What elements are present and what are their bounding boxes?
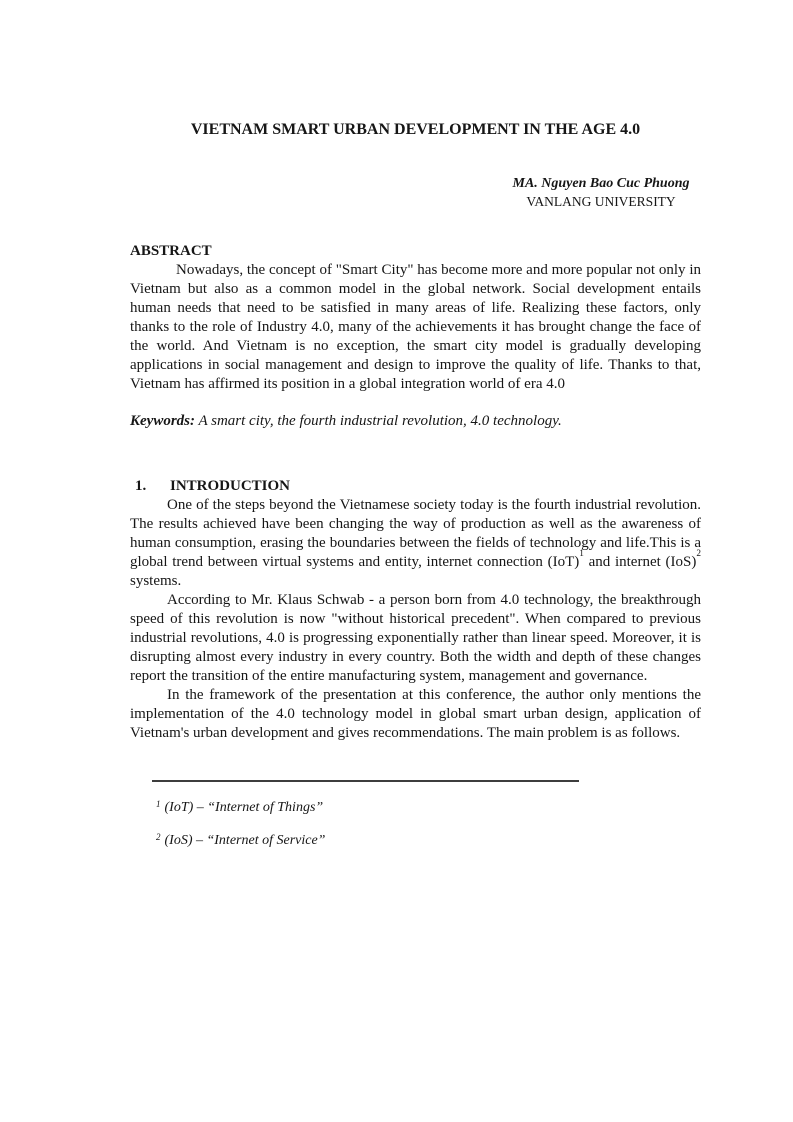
author-affiliation: VANLANG UNIVERSITY	[526, 194, 676, 209]
author-name: MA. Nguyen Bao Cuc Phuong	[512, 176, 690, 191]
section-number: 1.	[135, 478, 147, 494]
footnote-ref-2: 2	[696, 548, 701, 559]
keywords-line	[130, 412, 701, 431]
intro-paragraph-1	[130, 496, 701, 591]
abstract-paragraph: Nowadays, the concept of "Smart City" has become more and more popular not only in Vietnam but also as a common model in the global network. Social development entails human needs that need to be satisfied in many areas of life. Realizing these factors, only thanks to the role of Industry 4.0, many of the achievements it has brought change the face of the world. And Vietnam is no exception, the smart city model is gradually developing applications in social management and design to improve the quality of life. Thanks to that, Vietnam has affirmed its position in a global integration world of era 4.0	[130, 262, 701, 392]
footnote-2-text: (IoS) – “Internet of Service”	[164, 833, 326, 848]
footnote-2	[156, 832, 701, 850]
intro-paragraph-2: According to Mr. Klaus Schwab - a person born from 4.0 technology, the breakthrough speed of this revolution is now "without historical precedent". When compared to previous industrial revolutions, 4.0 is progressing exponentially rather than linear speed. Moreover, it is disrupting almost every industry in every country. Both the width and depth of these changes report the transition of the entire manufacturing system, management and governance.	[130, 592, 701, 684]
keywords-label: Keywords:	[130, 413, 195, 429]
footnote-2-marker: 2	[156, 831, 161, 842]
intro-p1-text-b: and internet (IoS)	[583, 554, 697, 570]
intro-paragraph-3: In the framework of the presentation at this conference, the author only mentions the implementation of the 4.0 technology model in global smart urban design, application of Vietnam's urban development and gives recommendations. The main problem is as follows.	[130, 687, 701, 741]
page-title: VIETNAM SMART URBAN DEVELOPMENT IN THE AGE 4.0	[190, 121, 641, 138]
section-heading-introduction	[130, 477, 701, 496]
intro-p1-text-a: One of the steps beyond the Vietnamese society today is the fourth industrial revolution. The results achieved have been changing the way of production as well as the awareness of human consumption, erasing the boundaries between the fields of technology and life.This is a global trend between virtual systems and entity, internet connection (IoT)	[130, 497, 701, 570]
intro-p1-text-c: systems.	[130, 573, 182, 589]
footnote-ref-1: 1	[579, 548, 584, 559]
section-title: INTRODUCTION	[170, 478, 291, 494]
author-block	[481, 175, 721, 211]
keywords-text: A smart city, the fourth industrial revolution, 4.0 technology.	[195, 413, 562, 429]
footnote-1-marker: 1	[156, 798, 161, 809]
footnote-1	[156, 799, 701, 817]
footnote-separator	[152, 780, 579, 782]
abstract-heading: ABSTRACT	[130, 243, 212, 259]
footnote-1-text: (IoT) – “Internet of Things”	[164, 800, 324, 815]
